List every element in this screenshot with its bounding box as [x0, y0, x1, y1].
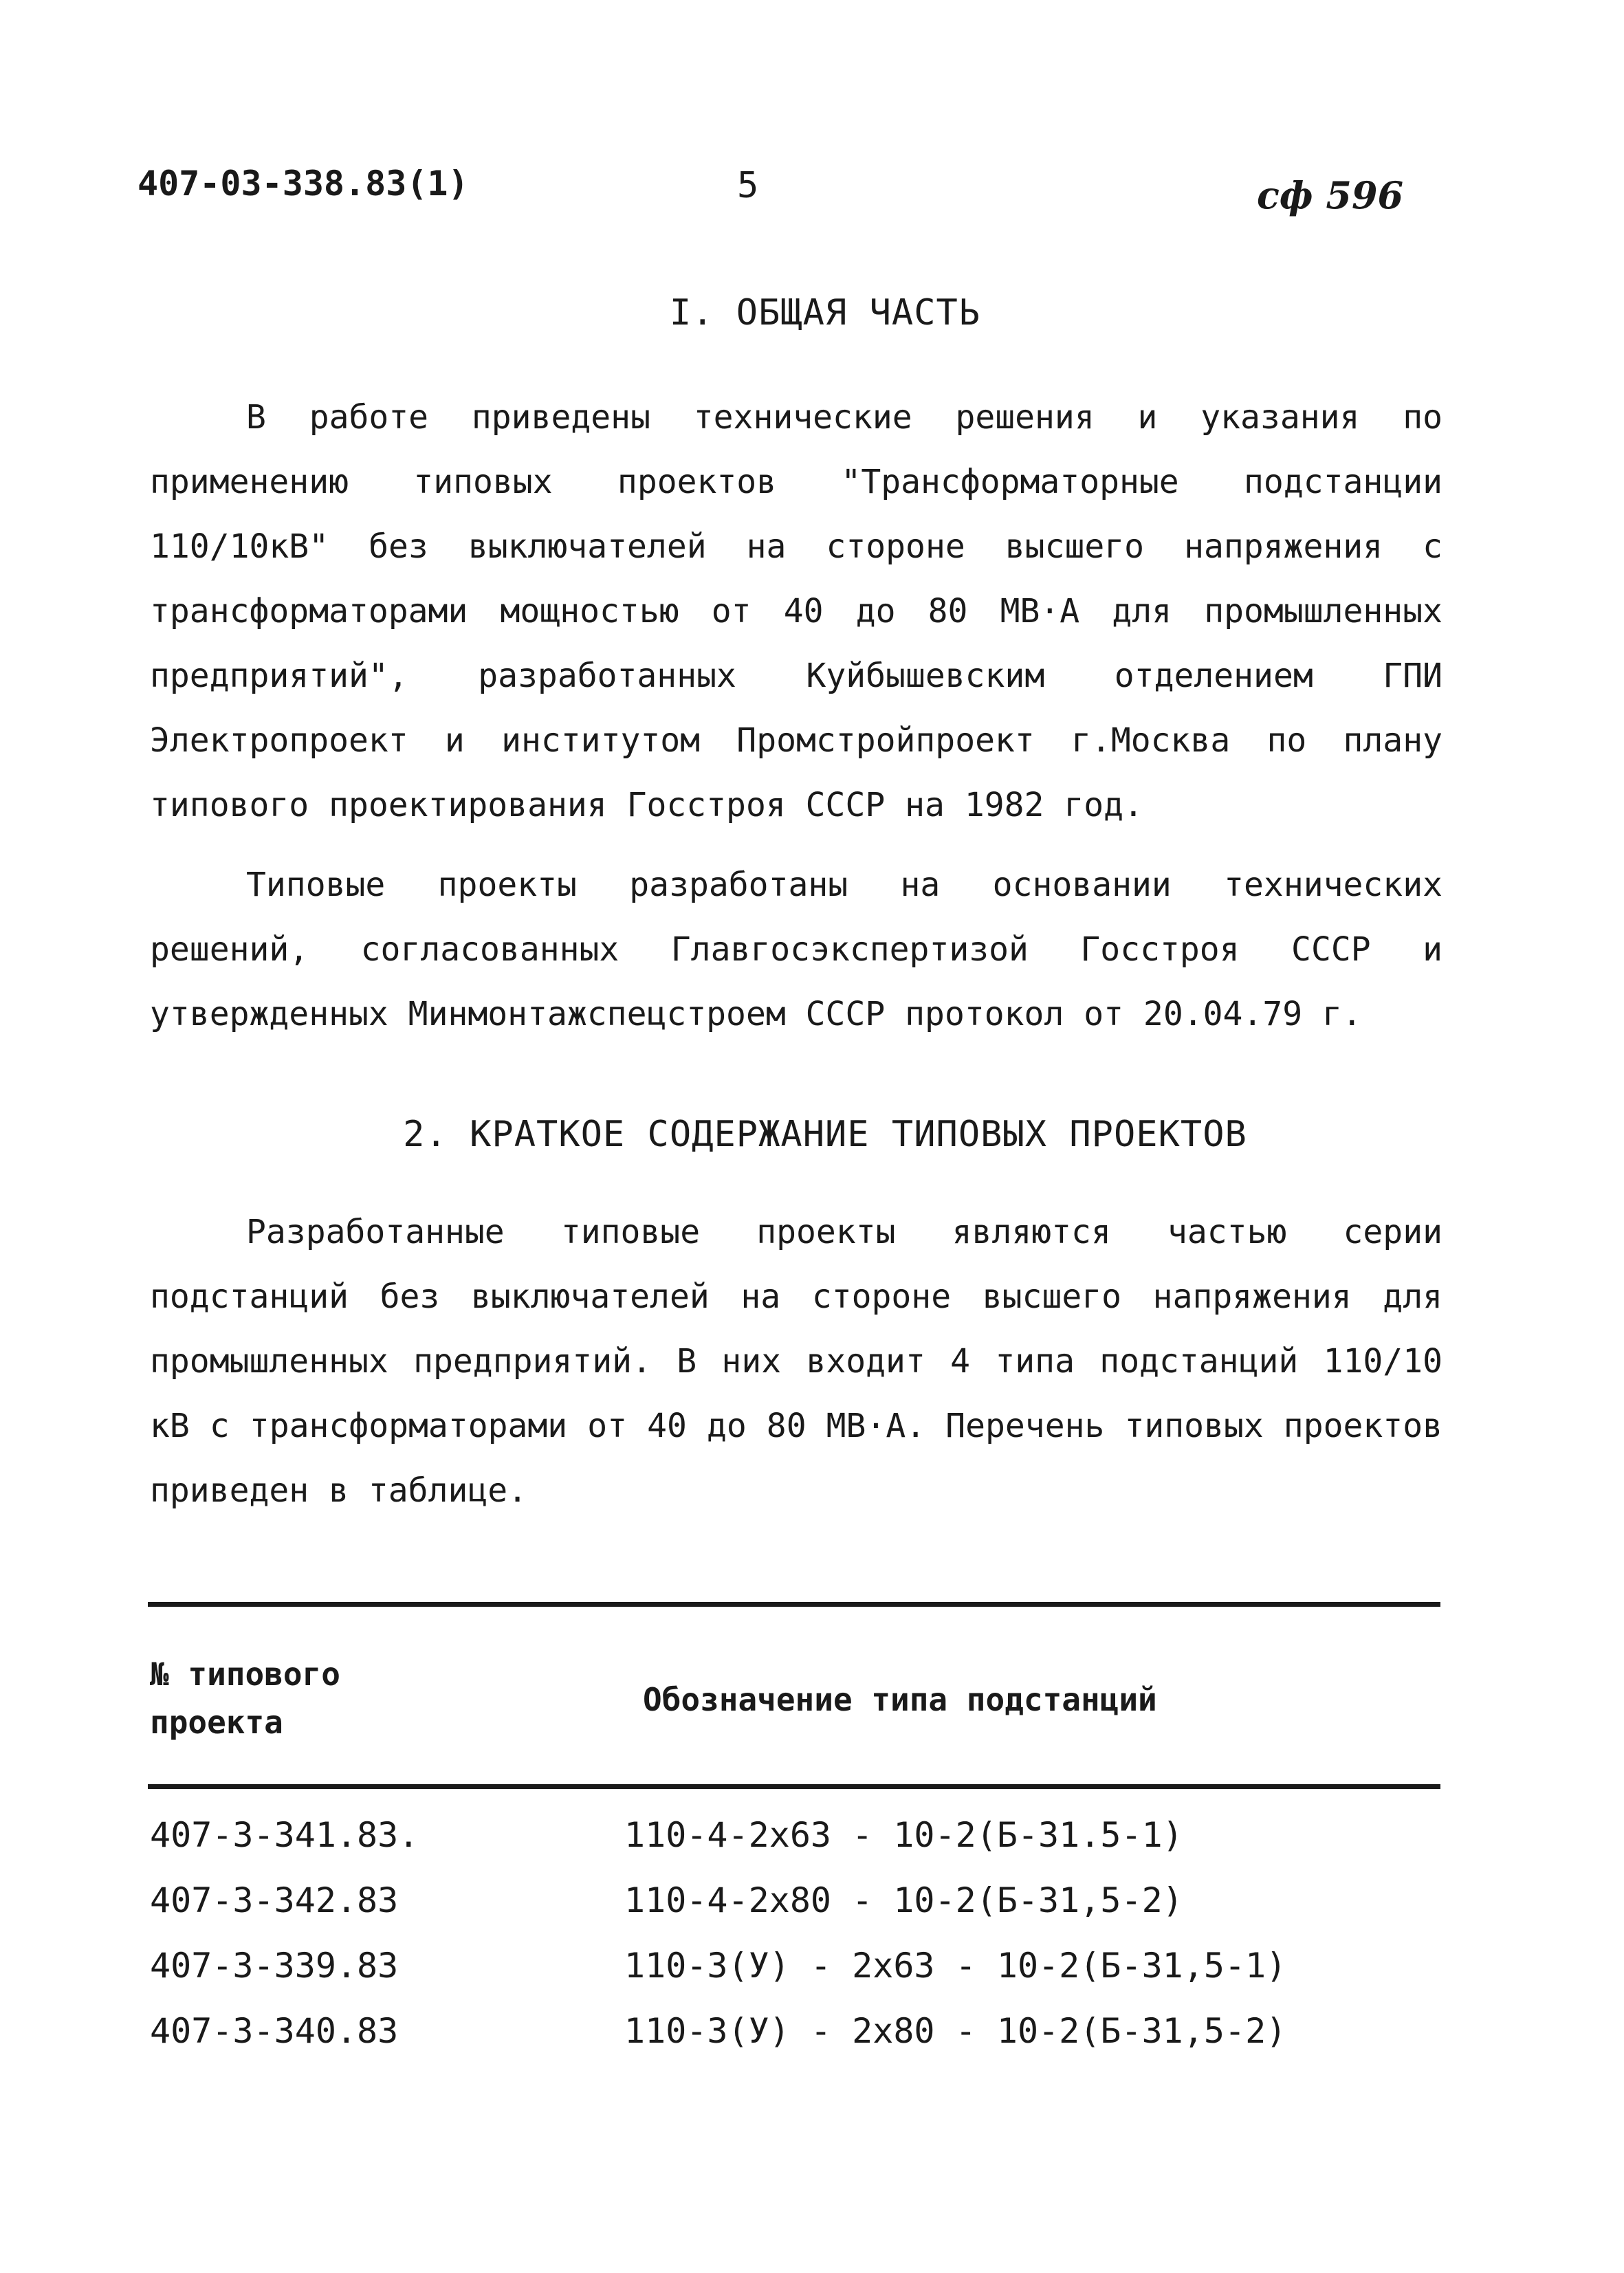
handwritten-stamp: сф 596: [1257, 173, 1404, 217]
document-code: 407-03-338.83(1): [138, 164, 469, 204]
section-2-paragraph-1: [150, 1200, 1442, 1523]
paragraph-text: Типовые проекты разработаны на основании технических решений, согласованных Главгосэкспертизой Госстроя СССР и утвержденных Минмонтажспецстроем СССР протокол от 20.04.79 г.: [150, 866, 1442, 1033]
project-number: 407-3-339.83: [150, 1946, 399, 1986]
project-number: 407-3-341.83.: [150, 1815, 419, 1855]
table-header-rule: [148, 1784, 1440, 1789]
project-number: 407-3-340.83: [150, 2011, 399, 2051]
substation-type: 110-4-2х80 - 10-2(Б-31,5-2): [624, 1880, 1183, 1920]
paragraph-text: В работе приведены технические решения и указания по применению типовых проектов "Трансформаторные подстанции 110/10кВ" без выключателей на стороне высшего напряжения с трансформаторами мощностью от 40 до 80 МВ·А для промышленных предприятий", разработанных Куйбышевским отделением ГПИ Электропроект и институтом Промстройпроект г.Москва по плану типового проектирования Госстроя СССР на 1982 год.: [150, 398, 1442, 824]
substation-type: 110-3(У) - 2х80 - 10-2(Б-31,5-2): [624, 2011, 1287, 2051]
table-row: [150, 1815, 1442, 1880]
table-header-project-number: № типового проекта: [150, 1656, 340, 1741]
table-top-rule: [148, 1602, 1440, 1607]
section-1-title: I. ОБЩАЯ ЧАСТЬ: [669, 292, 981, 333]
table-header-substation-type: Обозначение типа подстанций: [643, 1681, 1157, 1718]
section-1-paragraph-2: [150, 853, 1442, 1046]
table-row: [150, 1946, 1442, 2011]
table-row: [150, 1880, 1442, 1946]
substation-type: 110-3(У) - 2х63 - 10-2(Б-31,5-1): [624, 1946, 1287, 1986]
section-2-title: 2. КРАТКОЕ СОДЕРЖАНИЕ ТИПОВЫХ ПРОЕКТОВ: [403, 1114, 1247, 1155]
substation-type: 110-4-2х63 - 10-2(Б-31.5-1): [624, 1815, 1183, 1855]
section-1-paragraph-1: [150, 385, 1442, 837]
table-body: [150, 1815, 1442, 2076]
table-row: [150, 2011, 1442, 2076]
project-number: 407-3-342.83: [150, 1880, 399, 1920]
page-number: 5: [737, 165, 759, 206]
paragraph-text: Разработанные типовые проекты являются частью серии подстанций без выключателей на стороне высшего напряжения для промышленных предприятий. В них входит 4 типа подстанций 110/10 кВ с трансформаторами от 40 до 80 МВ·А. Перечень типовых проектов приведен в таблице.: [150, 1213, 1442, 1510]
